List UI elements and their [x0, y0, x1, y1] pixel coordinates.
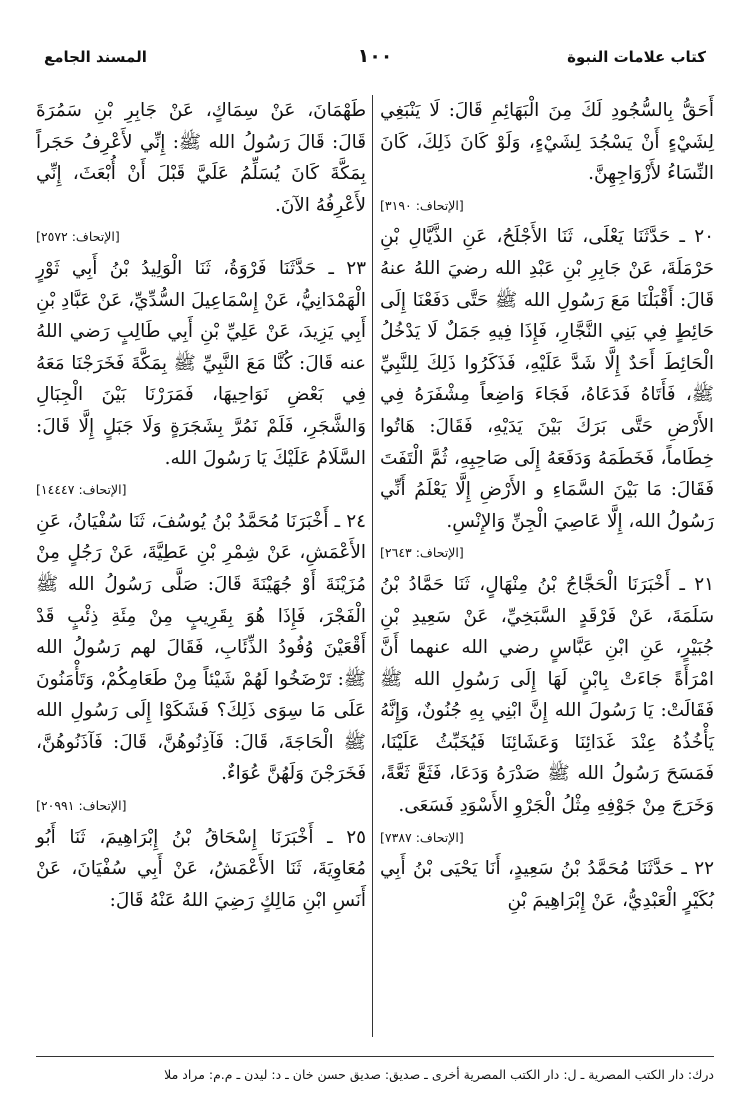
paragraph [380, 221, 714, 569]
paragraph-text: أَحَقُّ بِالسُّجُودِ لَكَ مِنَ الْبَهَائِمِ قَالَ: لَا يَنْبَغِي لِشَيْءٍ أَنْ يَسْجُدَ لِشَيْءٍ، وَلَوْ كَانَ ذَلِكَ، كَانَ النِّسَاءُ لأَزْوَاجِهِنَّ. [380, 100, 714, 185]
paragraph-text: ٢٥ ـ أَخْبَرَنَا إِسْحَاقُ بْنُ إِبْرَاهِيمَ، ثَنَا أَبُو مُعَاوِيَةَ، ثَنَا الأَعْمَشُ، عَنْ أَبِي سُفْيَانَ، عَنْ أَنَسِ ابْنِ مَالِكٍ رَضِيَ اللهُ عَنْهُ قَالَ: [36, 826, 366, 911]
reference: [الإتحاف: ٢٠٩٩١] [36, 798, 127, 814]
footnote-divider [36, 1056, 714, 1057]
paragraph-text: ٢٤ ـ أَخْبَرَنَا مُحَمَّدُ بْنُ يُوسُفَ، ثَنَا سُفْيَانُ، عَنِ الأَعْمَشِ، عَنْ شِمْرِ بْنِ عَطِيَّةَ، عَنْ رَجُلٍ مِنْ مُزَيْنَةَ أَوْ جُهَيْنَةَ قَالَ: صَلَّى رَسُولُ الله ﷺ الْفَجْرَ، فَإِذَا هُوَ بِقَرِيبٍ مِنْ مِئَةِ ذِئْبٍ قَدْ أَقْعَيْنَ وُفُودُ الذِّئَابِ، فَقَالَ لهم رَسُولُ الله ﷺ: تَرْضَخُوا لَهُمْ شَيْئاً مِنْ طَعَامِكُمْ، وَتَأْمَنُونَ عَلَى مَا سِوَى ذَلِكَ؟ فَشَكَوْا إِلَى رَسُولِ الله ﷺ الْحَاجَةَ، قَالَ: فَآذِنُوهُنَّ، قَالَ: فَآذَنُوهُنَّ، فَخَرَجْنَ وَلَهُنَّ عُوَاءٌ. [36, 510, 366, 785]
reference: [الإتحاف: ١٤٤٤٧] [36, 482, 127, 498]
paragraph [36, 822, 366, 917]
paragraph-text: ٢٠ ـ حَدَّثَنَا يَعْلَى، ثَنَا الأَجْلَحُ، عَنِ الذَّيَّالِ بْنِ حَرْمَلَةَ، عَنْ جَابِرِ بْنِ عَبْدِ الله رضيَ اللهُ عنهُ قَالَ: أَقْبَلْنَا مَعَ رَسُولِ الله ﷺ حَتَّى دَفَعْنَا إِلَى حَائِطٍ فِي بَنِي النَّجَّارِ، فَإِذَا فِيهِ جَمَلٌ لَا يَدْخُلُ الْحَائِطَ أَحَدٌ إِلَّا شَدَّ عَلَيْهِ، فَذَكَرُوا ذَلِكَ لِلنَّبِيِّ ﷺ، فَأَتَاهُ فَدَعَاهُ، فَجَاءَ وَاضِعاً مِشْفَرَهُ فِي الأَرْضِ حَتَّى بَرَكَ بَيْنَ يَدَيْهِ، فَقَالَ: هَاتُوا خِطَاماً، فَخَطَمَهُ وَدَفَعَهُ إِلَى صَاحِبِهِ، ثُمَّ الْتَفَتَ فَقَالَ: مَا بَيْنَ السَّمَاءِ و الأَرْضِ إِلَّا يَعْلَمُ أَنِّي رَسُولُ الله، إِلَّا عَاصِيَ الْجِنِّ وَالإِنْسِ. [380, 226, 714, 532]
paragraph [36, 506, 366, 822]
paragraph [380, 853, 714, 916]
column-divider [372, 95, 373, 1037]
reference: [الإتحاف: ٢٦٤٣] [380, 545, 464, 561]
footnote: درك: دار الكتب المصرية ـ ل: دار الكتب المصرية أخرى ـ صديق: صديق حسن خان ـ د: ليدن ـ م.م: مراد ملا [164, 1067, 714, 1082]
left-column [36, 95, 366, 1035]
paragraph-text: ٢٣ ـ حَدَّثَنَا فَرْوَةُ، ثَنَا الْوَلِيدُ بْنُ أَبِي ثَوْرٍ الْهَمْدَانِيُّ، عَنْ إِسْمَاعِيلَ السُّدِّيِّ، عَنْ عَبَّادِ بْنِ أَبِي يَزِيدَ، عَنْ عَلِيِّ بْنِ أَبِي طَالِبٍ رَضي اللهُ عنه قَالَ: كُنَّا مَعَ النَّبِيِّ ﷺ بِمَكَّةَ فَخَرَجْنَا مَعَهُ فِي بَعْضِ نَوَاحِيهَا، فَمَرَرْنَا بَيْنَ الْجِبَالِ وَالشَّجَرِ، فَلَمْ نَمُرَّ بِشَجَرَةٍ وَلَا جَبَلٍ إِلَّا قَالَ: السَّلَامُ عَلَيْكَ يَا رَسُولَ الله. [36, 257, 366, 469]
paragraph [36, 253, 366, 506]
paragraph [380, 569, 714, 853]
paragraph-text: ٢١ ـ أَخْبَرَنَا الْحَجَّاجُ بْنُ مِنْهَالٍ، ثَنَا حَمَّادُ بْنُ سَلَمَةَ، عَنْ فَرْقَدٍ السَّبَخِيِّ، عَنْ سَعِيدِ بْنِ جُبَيْرٍ، عَنِ ابْنِ عَبَّاسٍ رضي الله عنهما أَنَّ امْرَأَةً جَاءَتْ بِابْنٍ لَهَا إِلَى رَسُولِ الله ﷺ فَقَالَتْ: يَا رَسُولَ الله إِنَّ ابْنِي بِهِ جُنُونٌ، وَإِنَّهُ يَأْخُذُهُ عِنْدَ غَدَائِنَا وَعَشَائِنَا فَيُخَبِّثُ عَلَيْنَا، فَمَسَحَ رَسُولُ الله ﷺ صَدْرَهُ وَدَعَا، فَثَعَّ ثَعَّةً، وَخَرَجَ مِنْ جَوْفِهِ مِثْلُ الْجَرْوِ الأَسْوَدِ فَسَعَى. [380, 573, 714, 817]
right-column [380, 95, 714, 1035]
page-number: ١٠٠ [357, 45, 393, 67]
paragraph [380, 95, 714, 221]
reference: [الإتحاف: ٣١٩٠] [380, 197, 464, 213]
paragraph [36, 95, 366, 253]
reference: [الإتحاف: ٢٥٧٢] [36, 229, 120, 245]
paragraph-text: ٢٢ ـ حَدَّثَنَا مُحَمَّدُ بْنُ سَعِيدٍ، أَنَا يَحْيَى بْنُ أَبِي بُكَيْرٍ الْعَبْدِيُّ، عَنْ إِبْرَاهِيمَ بْنِ [380, 858, 714, 911]
paragraph-text: طَهْمَانَ، عَنْ سِمَاكٍ، عَنْ جَابِرِ بْنِ سَمُرَةَ قَالَ: قَالَ رَسُولُ الله ﷺ: إِنِّي لأَعْرِفُ حَجَراً بِمَكَّةَ كَانَ يُسَلِّمُ عَلَيَّ قَبْلَ أَنْ أُبْعَثَ، إِنِّي لأَعْرِفُهُ الآنَ. [36, 100, 366, 216]
book-title: كتاب علامات النبوة [567, 48, 706, 66]
work-title: المسند الجامع [44, 48, 147, 66]
reference: [الإتحاف: ٧٣٨٧] [380, 829, 464, 845]
